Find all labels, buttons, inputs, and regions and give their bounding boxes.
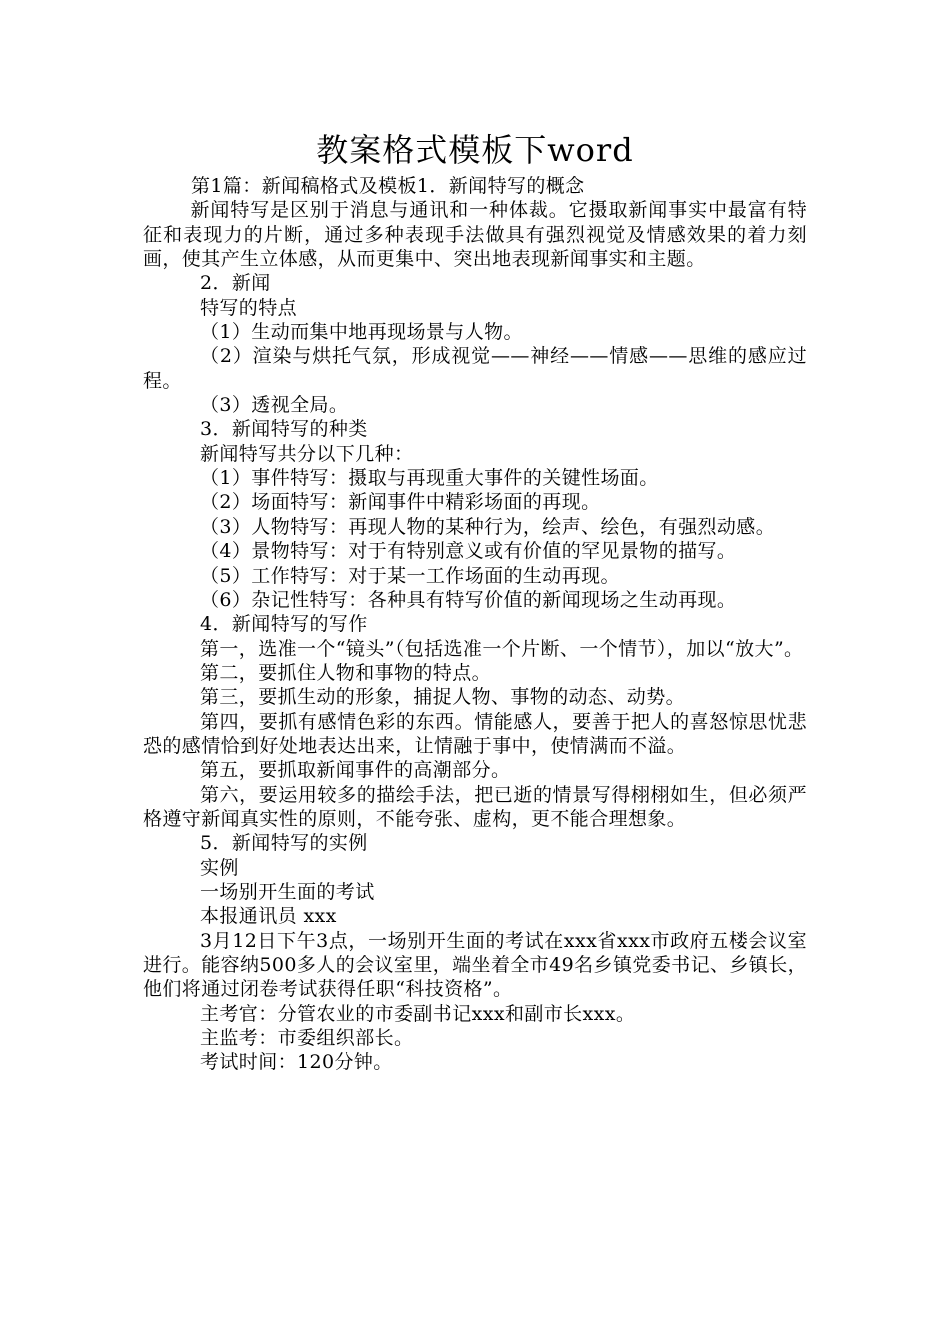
paragraph: （1）事件特写：摄取与再现重大事件的关键性场面。 — [200, 467, 659, 490]
paragraph: 本报通讯员 xxx — [200, 905, 337, 928]
document-body — [143, 174, 807, 1075]
paragraph: （3）人物特写：再现人物的某种行为，绘声、绘色，有强烈动感。 — [200, 515, 776, 538]
paragraph: 实例 — [200, 856, 239, 879]
paragraph: 2．新闻 — [200, 272, 271, 295]
paragraph: 第1篇：新闻稿格式及模板1．新闻特写的概念 — [191, 175, 585, 197]
document-title: 教案格式模板下word — [316, 131, 634, 169]
paragraph: 3月12日下午3点，一场别开生面的考试在xxx省xxx市政府五楼会议室进行。能容纳500多人的会议室里，端坐着全市49名乡镇党委书记、乡镇长，他们将通过闭卷考试获得任职“科技资格”。 — [143, 929, 807, 1001]
paragraph: 第五，要抓取新闻事件的高潮部分。 — [200, 759, 511, 782]
paragraph: 新闻特写是区别于消息与通讯和一种体裁。它摄取新闻事实中最富有特征和表现力的片断，通过多种表现手法做具有强烈视觉及情感效果的着力刻画，使其产生立体感，从而更集中、突出地表现新闻事实和主题。 — [143, 199, 807, 271]
paragraph: 考试时间：120分钟。 — [200, 1051, 393, 1074]
paragraph: 特写的特点 — [200, 296, 298, 319]
paragraph: （2）渲染与烘托气氛，形成视觉——神经——情感——思维的感应过程。 — [143, 345, 807, 392]
paragraph: 主监考：市委组织部长。 — [200, 1027, 414, 1050]
paragraph: 第一，选准一个“镜头”（包括选准一个片断、一个情节），加以“放大”。 — [200, 637, 804, 660]
paragraph: 一场别开生面的考试 — [200, 880, 375, 903]
paragraph: 3．新闻特写的种类 — [200, 418, 368, 441]
paragraph: 4．新闻特写的写作 — [200, 613, 368, 636]
paragraph: 第六，要运用较多的描绘手法，把已逝的情景写得栩栩如生，但必须严格遵守新闻真实性的原则，不能夸张、虚构，更不能合理想象。 — [143, 783, 807, 830]
paragraph: 新闻特写共分以下几种： — [200, 442, 414, 465]
paragraph: （4）景物特写：对于有特别意义或有价值的罕见景物的描写。 — [200, 540, 737, 563]
paragraph: （1）生动而集中地再现场景与人物。 — [200, 321, 523, 344]
paragraph: 5．新闻特写的实例 — [200, 832, 368, 855]
paragraph: 第四，要抓有感情色彩的东西。情能感人，要善于把人的喜怒惊思忧悲恐的感情恰到好处地表达出来，让情融于事中，使情满而不溢。 — [143, 710, 807, 757]
paragraph: （3）透视全局。 — [200, 394, 349, 417]
paragraph: 第三，要抓生动的形象，捕捉人物、事物的动态、动势。 — [200, 686, 686, 709]
paragraph: 第二，要抓住人物和事物的特点。 — [200, 661, 492, 684]
paragraph: （2）场面特写：新闻事件中精彩场面的再现。 — [200, 491, 601, 514]
paragraph: （6）杂记性特写：各种具有特写价值的新闻现场之生动再现。 — [200, 588, 737, 611]
paragraph: 主考官：分管农业的市委副书记xxx和副市长xxx。 — [200, 1002, 636, 1025]
paragraph: （5）工作特写：对于某一工作场面的生动再现。 — [200, 564, 620, 587]
